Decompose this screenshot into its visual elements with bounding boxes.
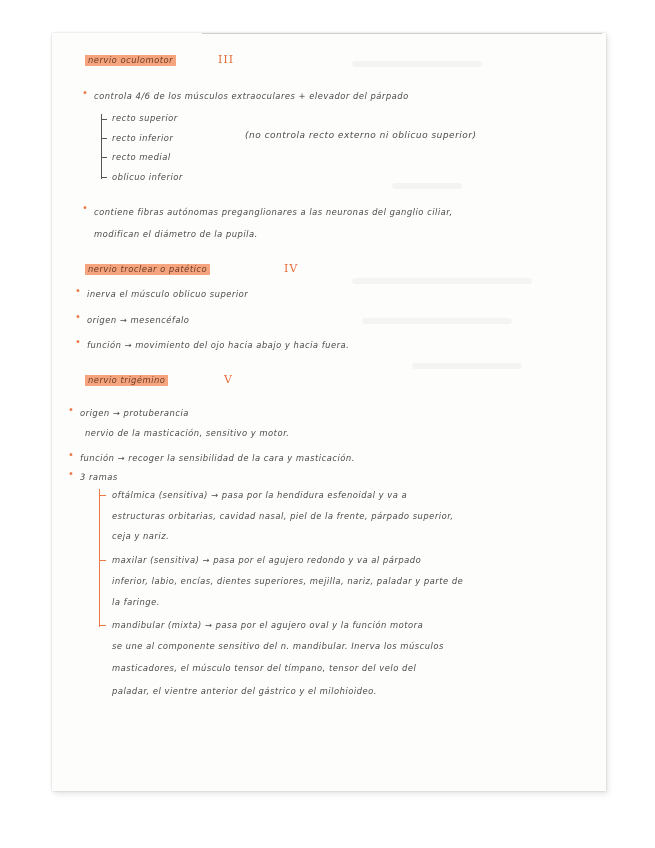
trigemino-origin: origen → protuberancia xyxy=(80,408,189,418)
section-title-oculomotor: nervio oculomotor xyxy=(85,55,176,65)
roman-numeral-iv: IV xyxy=(284,262,299,275)
oculomotor-controls-line: controla 4/6 de los músculos extraoculares + elevador del párpado xyxy=(94,91,409,101)
bullet-icon: • xyxy=(82,203,88,214)
branch-item: recto inferior xyxy=(112,133,174,143)
rama-oftalmica-line: estructuras orbitarias, cavidad nasal, piel de la frente, párpado superior, xyxy=(112,511,454,521)
page-top-rule xyxy=(202,33,602,34)
ramas-tick xyxy=(99,625,106,626)
branch-tick xyxy=(101,177,107,178)
bullet-icon: • xyxy=(75,337,81,348)
troclear-item: inerva el músculo oblicuo superior xyxy=(87,289,249,299)
trigemino-function: función → recoger la sensibilidad de la cara y masticación. xyxy=(80,453,355,463)
trigemino-origin-cont: nervio de la masticación, sensitivo y motor. xyxy=(85,428,290,438)
bullet-icon: • xyxy=(68,450,74,461)
rama-mandibular-line: se une al componente sensitivo del n. mandibular. Inerva los músculos xyxy=(112,641,444,651)
rama-maxilar: maxilar (sensitiva) → pasa por el agujero redondo y va al párpado xyxy=(112,555,422,565)
troclear-item: origen → mesencéfalo xyxy=(87,315,190,325)
roman-numeral-iii: III xyxy=(218,53,235,66)
bullet-icon: • xyxy=(75,286,81,297)
branch-tick xyxy=(101,157,107,158)
branch-tick xyxy=(101,138,107,139)
branch-item: oblicuo inferior xyxy=(112,172,183,182)
rama-maxilar-line: inferior, labio, encías, dientes superiores, mejilla, nariz, paladar y parte de xyxy=(112,576,464,586)
bullet-icon: • xyxy=(68,405,74,416)
rama-mandibular-line: masticadores, el músculo tensor del tímpano, tensor del velo del xyxy=(112,663,417,673)
section-title-troclear: nervio troclear o patético xyxy=(85,264,210,274)
bleed-through xyxy=(362,318,512,324)
bleed-through xyxy=(352,61,482,67)
branch-item: recto superior xyxy=(112,113,178,123)
branch-tick xyxy=(101,119,107,120)
ramas-tree-line xyxy=(99,489,100,627)
oculomotor-fibers-line: contiene fibras autónomas preganglionares a las neuronas del ganglio ciliar, xyxy=(94,207,453,217)
bullet-icon: • xyxy=(82,88,88,99)
branch-item: recto medial xyxy=(112,152,171,162)
trigemino-ramas: 3 ramas xyxy=(80,472,118,482)
rama-oftalmica: oftálmica (sensitiva) → pasa por la hendidura esfenoidal y va a xyxy=(112,490,408,500)
bleed-through xyxy=(352,278,532,284)
bleed-through xyxy=(412,363,522,369)
rama-mandibular: mandibular (mixta) → pasa por el agujero oval y la función motora xyxy=(112,620,424,630)
bullet-icon: • xyxy=(75,312,81,323)
roman-numeral-v: V xyxy=(224,373,233,386)
rama-oftalmica-line: ceja y nariz. xyxy=(112,531,170,541)
bleed-through xyxy=(392,183,462,189)
branch-tree-line xyxy=(101,114,102,179)
oculomotor-note: (no controla recto externo ni oblicuo superior) xyxy=(245,131,477,141)
ramas-tick xyxy=(99,495,106,496)
rama-mandibular-line: paladar, el vientre anterior del gástrico y el milohioideo. xyxy=(112,686,377,696)
section-title-trigemino: nervio trigémino xyxy=(85,375,168,385)
bullet-icon: • xyxy=(68,469,74,480)
rama-maxilar-line: la faringe. xyxy=(112,597,160,607)
troclear-item: función → movimiento del ojo hacia abajo y hacia fuera. xyxy=(87,340,350,350)
oculomotor-fibers-line-cont: modifican el diámetro de la pupila. xyxy=(94,229,258,239)
ramas-tick xyxy=(99,560,106,561)
notebook-page xyxy=(52,33,606,791)
